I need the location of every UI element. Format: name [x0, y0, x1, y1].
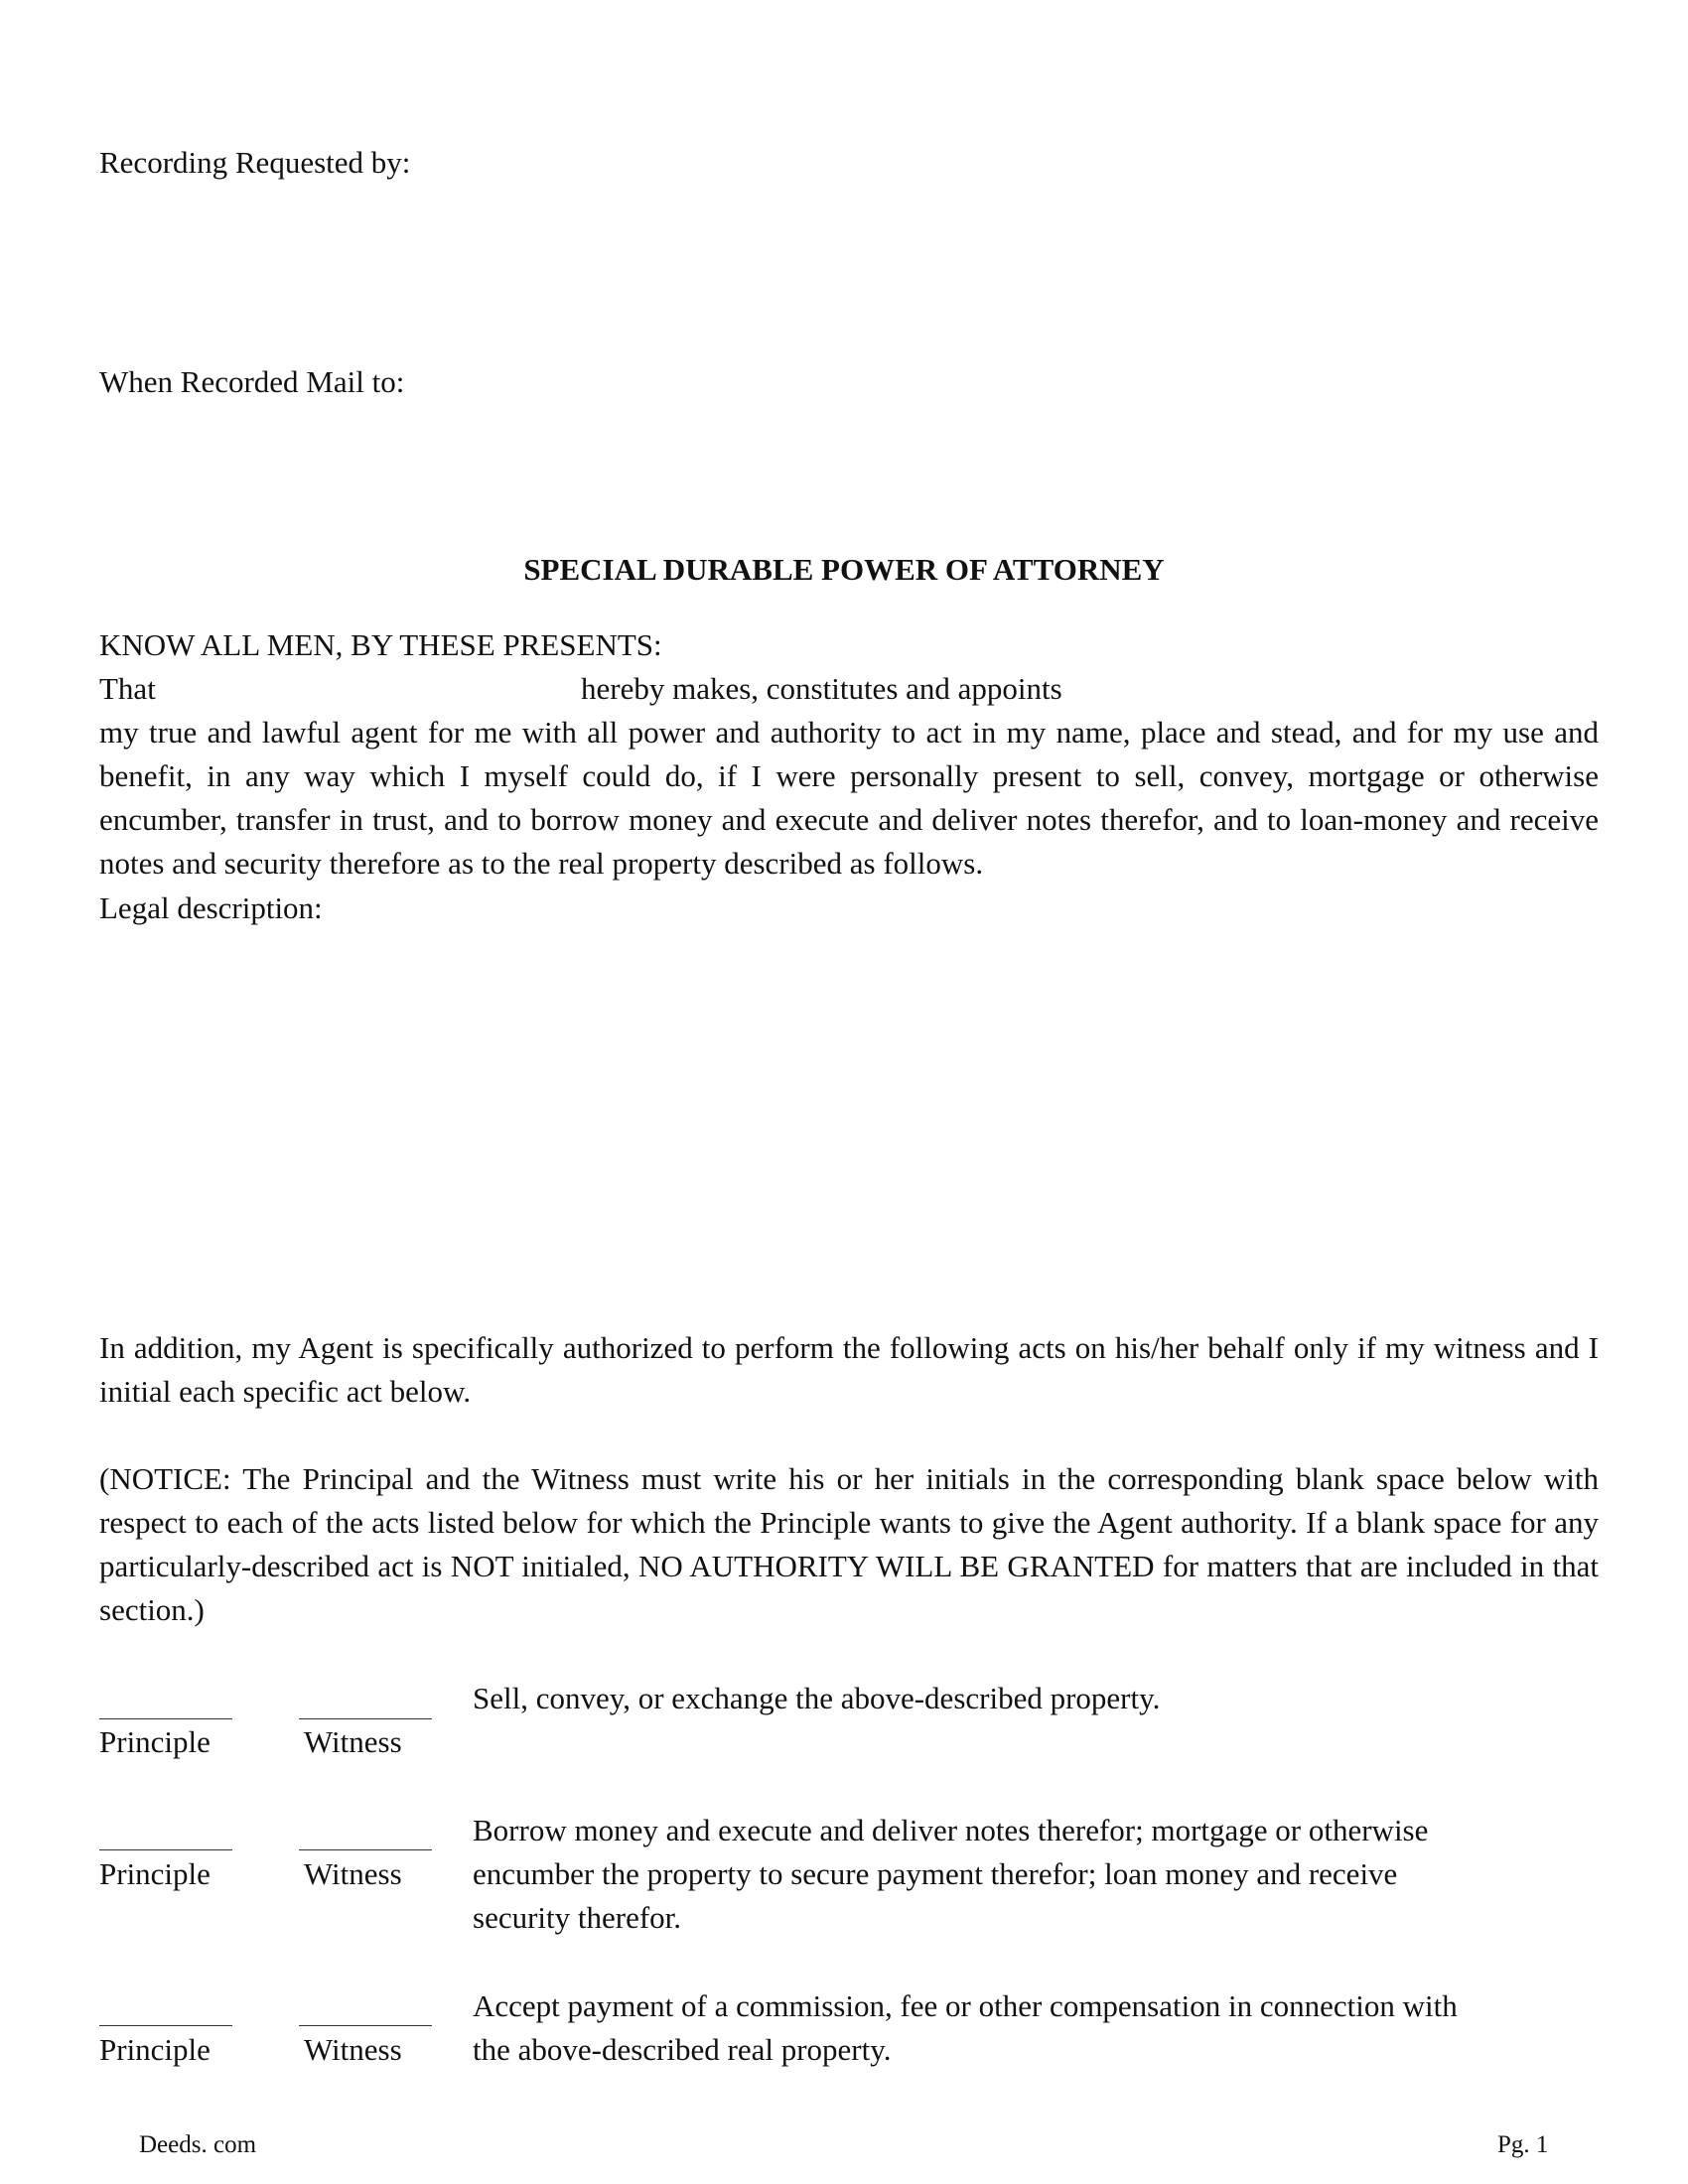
principal-initial-blank[interactable]	[99, 2025, 232, 2026]
act-text: Accept payment of a commission, fee or other compensation in connection with the above-described real property.	[473, 1988, 1458, 2067]
witness-label: Witness	[304, 1724, 402, 1759]
addition-paragraph: In addition, my Agent is specifically authorized to perform the following acts on his/her behalf only if my witness and I initial each specific act below.	[99, 1330, 1599, 1409]
hereby-appoints-text: hereby makes, constitutes and appoints	[581, 671, 1062, 706]
know-all-men-line: KNOW ALL MEN, BY THESE PRESENTS:	[99, 627, 662, 662]
witness-label: Witness	[304, 1856, 402, 1891]
footer-site-name: Deeds. com	[139, 2131, 257, 2158]
witness-label: Witness	[304, 2032, 402, 2067]
principal-initial-blank[interactable]	[99, 1718, 232, 1719]
grant-paragraph: my true and lawful agent for me with all power and authority to act in my name, place and stead, and for my use and benefit, in any way which I myself could do, if I were personally present to sell, convey, mortgage or otherwise encumber, transfer in trust, and to borrow money and execute and deliver notes therefor, and to loan-money and receive notes and security therefore as to the real property described as follows.	[99, 715, 1599, 881]
principal-initial-blank[interactable]	[99, 1849, 232, 1850]
document-title: SPECIAL DURABLE POWER OF ATTORNEY	[523, 552, 1165, 587]
principal-label: Principle	[99, 1856, 211, 1891]
notice-paragraph: (NOTICE: The Principal and the Witness must write his or her initials in the corresponding blank space below with respect to each of the acts listed below for which the Principle wants to give the Agent authority. If a blank space for any particularly-described act is NOT initialed, NO AUTHORITY WILL BE GRANTED for matters that are included in that section.)	[99, 1461, 1599, 1627]
witness-initial-blank[interactable]	[299, 1718, 432, 1719]
act-text: Borrow money and execute and deliver notes therefor; mortgage or otherwise encumber the property to secure payment therefor; loan money and receive security therefor.	[473, 1813, 1429, 1935]
legal-description-label: Legal description:	[99, 890, 323, 925]
witness-initial-blank[interactable]	[299, 2025, 432, 2026]
when-recorded-label: When Recorded Mail to:	[99, 364, 405, 399]
principal-label: Principle	[99, 1724, 211, 1759]
witness-initial-blank[interactable]	[299, 1849, 432, 1850]
act-text: Sell, convey, or exchange the above-described property.	[473, 1681, 1161, 1715]
recording-requested-label: Recording Requested by:	[99, 145, 411, 180]
principal-label: Principle	[99, 2032, 211, 2067]
page-number: Pg. 1	[1497, 2131, 1549, 2158]
that-label: That	[99, 671, 156, 706]
